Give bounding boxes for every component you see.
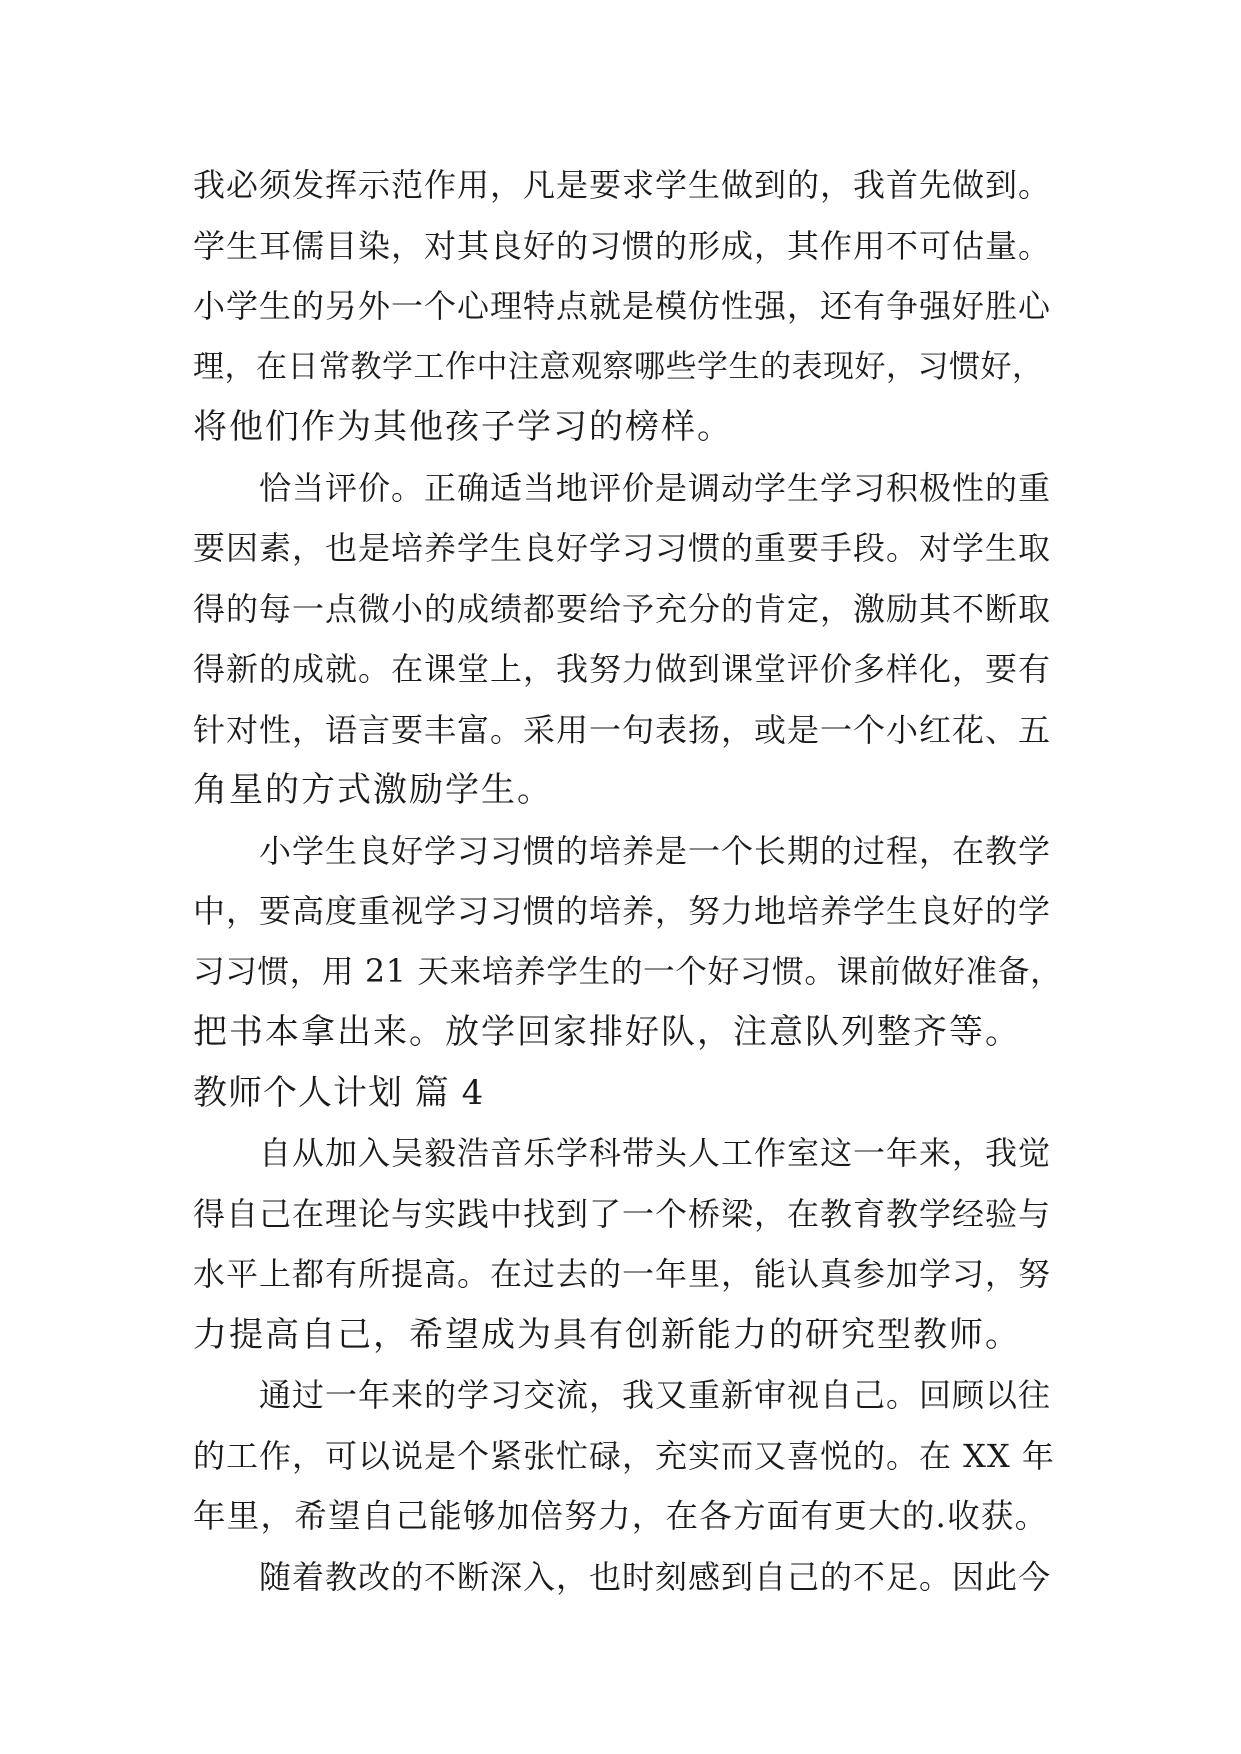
text-line: 的工作，可以说是个紧张忙碌，充实而又喜悦的。在 XX 年 [193,1436,1055,1475]
text-line: 我必须发挥示范作用，凡是要求学生做到的，我首先做到。 [193,166,1052,204]
text-line: 小学生的另外一个心理特点就是模仿性强，还有争强好胜心 [193,287,1052,325]
text-line: 恰当评价。正确适当地评价是调动学生学习积极性的重 [193,468,1052,507]
text-line: 得新的成就。在课堂上，我努力做到课堂评价多样化，要有 [193,650,1052,688]
text-line: 通过一年来的学习交流，我又重新审视自己。回顾以往 [193,1376,1052,1414]
text-line: 随着教改的不断深入，也时刻感到自己的不足。因此今 [193,1557,1052,1596]
text-line: 年里，希望自己能够加倍努力，在各方面有更大的.收获。 [193,1497,1049,1535]
text-line: 将他们作为其他孩子学习的榜样。 [193,407,733,447]
text-line: 把书本拿出来。放学回家排好队，注意队列整齐等。 [193,1012,1021,1052]
text-line: 习习惯，用 21 天来培养学生的一个好习惯。课前做好准备， [193,953,1063,990]
text-line: 小学生良好学习习惯的培养是一个长期的过程，在教学 [193,831,1052,870]
text-line: 针对性，语言要丰富。采用一句表扬，或是一个小红花、五 [193,710,1052,749]
text-line: 学生耳儒目染，对其良好的习惯的形成，其作用不可估量。 [193,226,1052,265]
text-line: 角星的方式激励学生。 [193,770,553,810]
section-heading: 教师个人计划 篇 4 [193,1072,485,1113]
text-line: 要因素，也是培养学生良好学习习惯的重要手段。对学生取 [193,529,1052,567]
text-line: 自从加入吴毅浩音乐学科带头人工作室这一年来，我觉 [193,1134,1052,1172]
text-line: 水平上都有所提高。在过去的一年里，能认真参加学习，努 [193,1255,1052,1293]
document-body-text [193,155,1063,1607]
text-line: 得的每一点微小的成绩都要给予充分的肯定，激励其不断取 [193,589,1052,628]
text-line: 得自己在理论与实践中找到了一个桥梁，在教育教学经验与 [193,1194,1052,1233]
text-line: 理，在日常教学工作中注意观察哪些学生的表现好，习惯好， [193,348,1044,385]
text-line: 中，要高度重视学习习惯的培养，努力地培养学生良好的学 [193,892,1052,930]
text-line: 力提高自己，希望成为具有创新能力的研究型教师。 [193,1314,1021,1355]
